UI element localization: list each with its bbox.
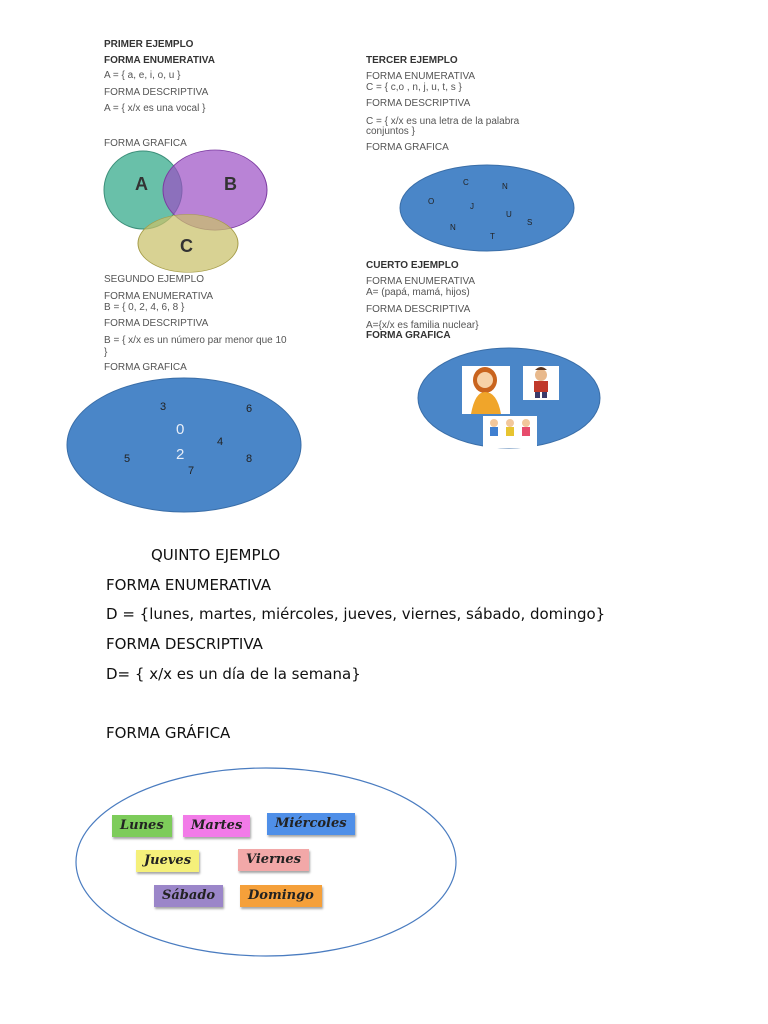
set-b-ellipse [67,378,301,512]
ejemplo1-graph-label: FORMA GRAFICA [104,138,187,149]
set-b-element: 3 [160,401,167,413]
ejemplo5-desc-label: FORMA DESCRIPTIVA [106,635,263,653]
ejemplo3-desc-value: C = { x/x es una letra de la palabra [366,116,520,127]
mother-picture [462,366,510,414]
ejemplo2-desc-value-2: } [104,347,108,358]
ejemplo4-enum-value: A= (papá, mamá, hijos) [366,287,470,298]
venn-label-c: C [180,236,193,256]
ejemplo1-enum-value: A = { a, e, i, o, u } [104,70,181,81]
set-c-ellipse [400,165,574,251]
set-c-element: J [470,202,474,211]
ejemplo4-enum-label: FORMA ENUMERATIVA [366,276,476,287]
ejemplo2-desc-value: B = { x/x es un número par menor que 10 [104,335,287,346]
set-b-element: 0 [176,421,185,438]
ejemplo5-desc-value: D= { x/x es un día de la semana} [106,665,361,683]
ejemplo1-desc-label: FORMA DESCRIPTIVA [104,87,209,98]
set-b-element: 8 [246,453,253,465]
set-c-element: S [527,218,533,227]
father-picture [523,366,559,400]
ejemplo2-graph-label: FORMA GRAFICA [104,362,187,373]
ejemplo5-title: QUINTO EJEMPLO [151,546,281,564]
ejemplo1-desc-value: A = { x/x es una vocal } [104,103,206,114]
ejemplo3-desc-label: FORMA DESCRIPTIVA [366,98,471,109]
venn-diagram [100,150,280,280]
ejemplo2-desc-label: FORMA DESCRIPTIVA [104,318,209,329]
ejemplo3-title: TERCER EJEMPLO [366,55,458,66]
set-b-element: 2 [176,446,185,463]
venn-label-a: A [135,174,148,194]
set-c-element: U [506,210,512,219]
ejemplo4-graph-label: FORMA GRAFICA [366,330,451,341]
day-card-lunes: Lunes [112,815,172,837]
family-set-diagram [417,348,601,452]
set-c-element: N [450,223,456,232]
ejemplo3-graph-label: FORMA GRAFICA [366,142,449,153]
ejemplo3-enum-value: C = { c,o , n, j, u, t, s } [366,82,462,93]
children-picture [483,416,537,448]
set-b-element: 7 [188,465,195,477]
set-b-diagram [66,380,302,514]
ejemplo5-enum-label: FORMA ENUMERATIVA [106,576,271,594]
ejemplo1-enum-label: FORMA ENUMERATIVA [104,55,215,66]
set-c-element: O [428,197,435,206]
set-c-diagram [399,164,575,254]
day-card-domingo: Domingo [240,885,322,907]
day-card-miercoles: Miércoles [267,813,355,835]
ejemplo5-enum-value: D = {lunes, martes, miércoles, jueves, viernes, sábado, domingo} [106,605,606,623]
set-b-element: 6 [246,403,253,415]
day-card-viernes: Viernes [238,849,309,871]
ejemplo1-title: PRIMER EJEMPLO [104,39,194,50]
ejemplo5-graph-label: FORMA GRÁFICA [106,724,231,742]
ejemplo2-title: SEGUNDO EJEMPLO [104,274,205,285]
day-card-jueves: Jueves [136,850,199,872]
set-c-element: C [463,178,469,187]
venn-label-b: B [224,174,237,194]
ejemplo3-desc-value-2: conjuntos } [366,126,415,137]
day-card-sabado: Sábado [154,885,223,907]
set-c-element: T [490,232,495,241]
ejemplo4-desc-value: A={x/x es familia nuclear} [366,320,479,331]
ejemplo2-enum-label: FORMA ENUMERATIVA [104,291,214,302]
ejemplo4-desc-label: FORMA DESCRIPTIVA [366,304,471,315]
set-c-element: N [502,182,508,191]
day-card-martes: Martes [183,815,250,837]
ejemplo2-enum-value: B = { 0, 2, 4, 6, 8 } [104,302,185,313]
ejemplo3-enum-label: FORMA ENUMERATIVA [366,71,476,82]
set-b-element: 5 [124,453,131,465]
ejemplo4-title: CUERTO EJEMPLO [366,260,459,271]
set-b-element: 4 [217,436,224,448]
